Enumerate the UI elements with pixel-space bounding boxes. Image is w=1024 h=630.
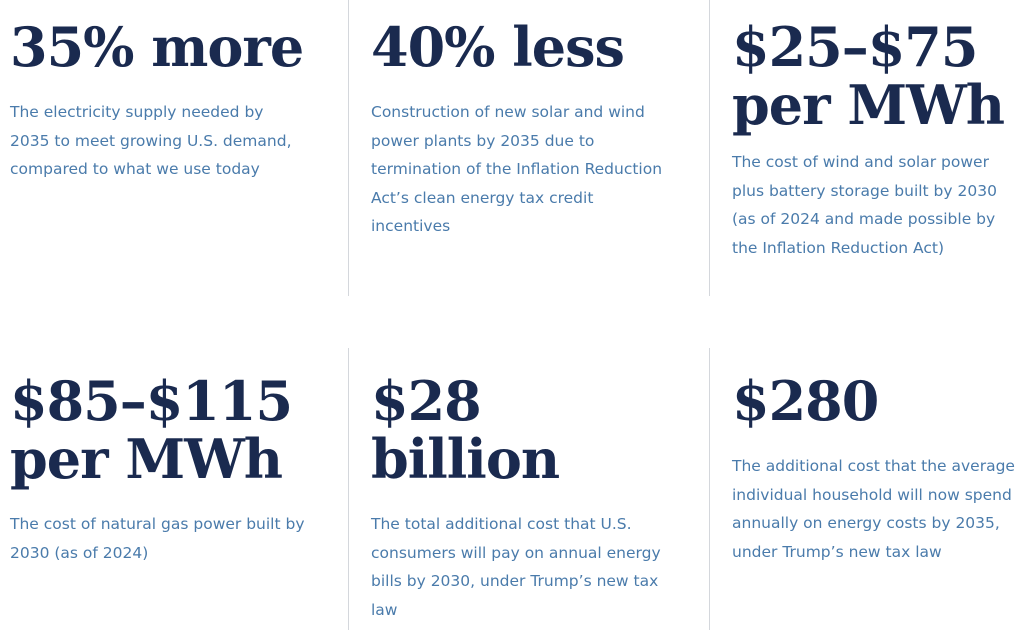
stat-card-natural-gas-cost — [10, 369, 330, 567]
stat-description: The cost of wind and solar power plus battery storage built by 2030 (as of 2024 and made possible by the Inflation Reduction Act) — [732, 153, 997, 257]
stat-card-electricity-supply — [10, 15, 330, 184]
stat-value: $280 — [732, 369, 879, 433]
stat-card-solar-wind-construction — [371, 15, 691, 241]
stat-value: $25–$75 per MWh — [732, 15, 1005, 137]
stat-card-renewable-cost — [732, 15, 1022, 262]
stat-description: The additional cost that the average individual household will now spend annually on energy costs by 2035, under Trump’s new tax law — [732, 457, 1015, 561]
stat-value: 40% less — [371, 15, 624, 79]
stat-card-household-cost — [732, 369, 1022, 566]
stat-description: The electricity supply needed by 2035 to meet growing U.S. demand, compared to what we use today — [10, 103, 292, 178]
stat-value: $28 billion — [371, 369, 560, 491]
column-divider — [709, 348, 710, 630]
stat-description: The total additional cost that U.S. consumers will pay on annual energy bills by 2030, under Trump’s new tax law — [371, 515, 661, 619]
column-divider — [709, 0, 710, 296]
stat-description: The cost of natural gas power built by 2030 (as of 2024) — [10, 515, 305, 562]
column-divider — [348, 0, 349, 296]
column-divider — [348, 348, 349, 630]
stat-description: Construction of new solar and wind power plants by 2035 due to termination of the Inflation Reduction Act’s clean energy tax credit incentives — [371, 103, 663, 235]
stat-value: 35% more — [10, 15, 304, 79]
stat-card-consumer-cost — [371, 369, 691, 624]
stat-value: $85–$115 per MWh — [10, 369, 293, 491]
